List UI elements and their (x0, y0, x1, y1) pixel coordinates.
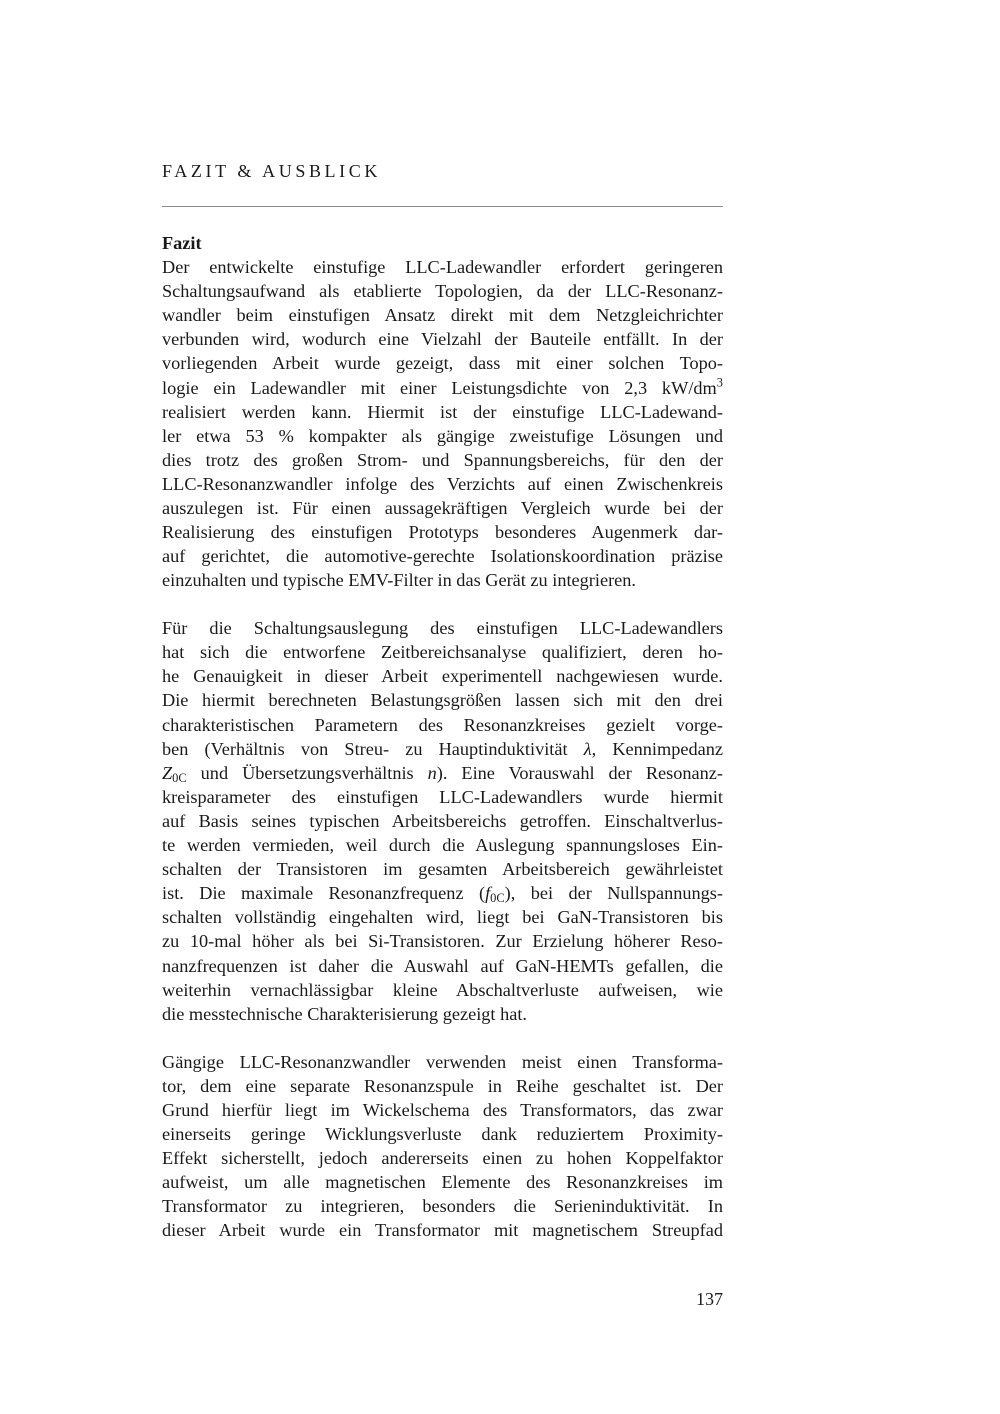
paragraph-2-line-2: hat sich die entworfene Zeitbereichsanalyse qualifiziert, deren ho- (162, 642, 723, 663)
paragraph-2-line-7-text: und Übersetzungsverhältnis (186, 762, 428, 783)
paragraph-2-line-9: auf Basis seines typischen Arbeitsbereichs getroffen. Einschaltverlus- (162, 810, 723, 831)
paragraph-2-line-4: Die hiermit berechneten Belastungsgrößen lassen sich mit den drei (162, 690, 723, 711)
paragraph-3-line-7: Transformator zu integrieren, besonders die Serieninduktivität. In (162, 1196, 723, 1217)
paragraph-1-line-5: vorliegenden Arbeit wurde gezeigt, dass mit einer solchen Topo- (162, 353, 723, 374)
page-number: 137 (696, 1289, 723, 1309)
paragraph-2-line-6 (162, 737, 723, 761)
paragraph-2-line-16: weiterhin vernachlässigbar kleine Abschaltverluste aufweisen, wie (162, 979, 723, 1000)
impedance-subscript: 0C (172, 770, 187, 785)
paragraph-2-line-14: zu 10-mal höher als bei Si-Transistoren. Zur Erzielung höherer Reso- (162, 931, 723, 952)
header-rule (162, 206, 723, 207)
paragraph-1-line-14: einzuhalten und typische EMV-Filter in das Gerät zu integrieren. (162, 570, 636, 591)
paragraph-3-line-1: Gängige LLC-Resonanzwandler verwenden meist einen Transforma- (162, 1051, 723, 1072)
paragraph-3-line-3: Grund hierfür liegt im Wickelschema des Transformators, das zwar (162, 1099, 723, 1120)
frequency-symbol: f (485, 883, 491, 904)
paragraph-2-line-6-text: ben (Verhältnis von Streu- zu Hauptinduktivität (162, 738, 584, 759)
paragraph-2-line-7 (162, 761, 723, 785)
paragraph-1-line-2: Schaltungsaufwand als etablierte Topologien, da der LLC-Resonanz- (162, 281, 723, 302)
paragraph-1-line-3: wandler beim einstufigen Ansatz direkt mit dem Netzgleichrichter (162, 305, 723, 326)
paragraph-2-line-6-tail: , Kennimpedanz (591, 738, 723, 759)
paragraph-spacer (162, 1026, 723, 1050)
paragraph-2-line-12-text: ist. Die maximale Resonanzfrequenz ( (162, 883, 486, 904)
paragraph-3-line-8: dieser Arbeit wurde ein Transformator mit magnetischem Streupfad (162, 1220, 723, 1241)
paragraph-spacer (162, 592, 723, 616)
paragraph-1-line-10: LLC-Resonanzwandler infolge des Verzichts auf einen Zwischenkreis (162, 473, 723, 494)
paragraph-1-line-13: auf gerichtet, die automotive-gerechte Isolationskoordination präzise (162, 546, 723, 567)
paragraph-3-line-4: einerseits geringe Wicklungsverluste dank reduziertem Proximity- (162, 1123, 723, 1144)
paragraph-2-line-8: kreisparameter des einstufigen LLC-Ladewandlers wurde hiermit (162, 786, 723, 807)
paragraph-2-line-15: nanzfrequenzen ist daher die Auswahl auf GaN-HEMTs gefallen, die (162, 955, 723, 976)
paragraph-3-line-2: tor, dem eine separate Resonanzspule in Reihe geschaltet ist. Der (162, 1075, 723, 1096)
paragraph-1-line-4: verbunden wird, wodurch eine Vielzahl der Bauteile entfällt. In der (162, 329, 723, 350)
chapter-heading: FAZIT & AUSBLICK (162, 161, 381, 181)
section-title: Fazit (162, 233, 202, 253)
paragraph-2-line-7-tail: ). Eine Vorauswahl der Resonanz- (436, 762, 723, 783)
paragraph-1-line-8: ler etwa 53 % kompakter als gängige zweistufige Lösungen und (162, 425, 723, 446)
paragraph-2-line-12 (162, 881, 723, 905)
paragraph-2-line-10: te werden vermieden, weil durch die Auslegung spannungsloses Ein- (162, 835, 723, 856)
paragraph-2-line-11: schalten der Transistoren im gesamten Arbeitsbereich gewährleistet (162, 859, 723, 880)
ratio-symbol: n (427, 762, 437, 783)
paragraph-2-line-3: he Genauigkeit in dieser Arbeit experimentell nachgewiesen wurde. (162, 666, 723, 687)
paragraph-2-line-17: die messtechnische Charakterisierung gezeigt hat. (162, 1003, 527, 1024)
paragraph-2-line-13: schalten vollständig eingehalten wird, liegt bei GaN-Transistoren bis (162, 907, 723, 928)
paragraph-2-line-12-tail: ), bei der Nullspannungs- (504, 883, 724, 904)
page-body (162, 231, 723, 1242)
frequency-subscript: 0C (490, 891, 505, 906)
paragraph-1-line-11: auszulegen ist. Für einen aussagekräftigen Vergleich wurde bei der (162, 498, 723, 519)
paragraph-2-line-1: Für die Schaltungsauslegung des einstufigen LLC-Ladewandlers (162, 618, 723, 639)
paragraph-2-line-5: charakteristischen Parametern des Resonanzkreises gezielt vorge- (162, 714, 723, 735)
paragraph-1-line-9: dies trotz des großen Strom- und Spannungsbereichs, für den der (162, 449, 723, 470)
paragraph-1-line-6 (162, 376, 723, 400)
paragraph-3-line-5: Effekt sicherstellt, jedoch andererseits einen zu hohen Koppelfaktor (162, 1147, 723, 1168)
lambda-symbol: λ (583, 738, 592, 759)
paragraph-1-line-7: realisiert werden kann. Hiermit ist der einstufige LLC-Ladewand- (162, 401, 723, 422)
paragraph-1-line-1: Der entwickelte einstufige LLC-Ladewandler erfordert geringeren (162, 257, 723, 278)
unit-exponent: 3 (716, 374, 723, 389)
paragraph-3-line-6: aufweist, um alle magnetischen Elemente des Resonanzkreises im (162, 1172, 723, 1193)
paragraph-1-line-6-text: logie ein Ladewandler mit einer Leistungsdichte von 2,3 kW/dm (162, 377, 717, 398)
impedance-symbol: Z (162, 762, 173, 783)
paragraph-1-line-12: Realisierung des einstufigen Prototyps besonderes Augenmerk dar- (162, 522, 723, 543)
